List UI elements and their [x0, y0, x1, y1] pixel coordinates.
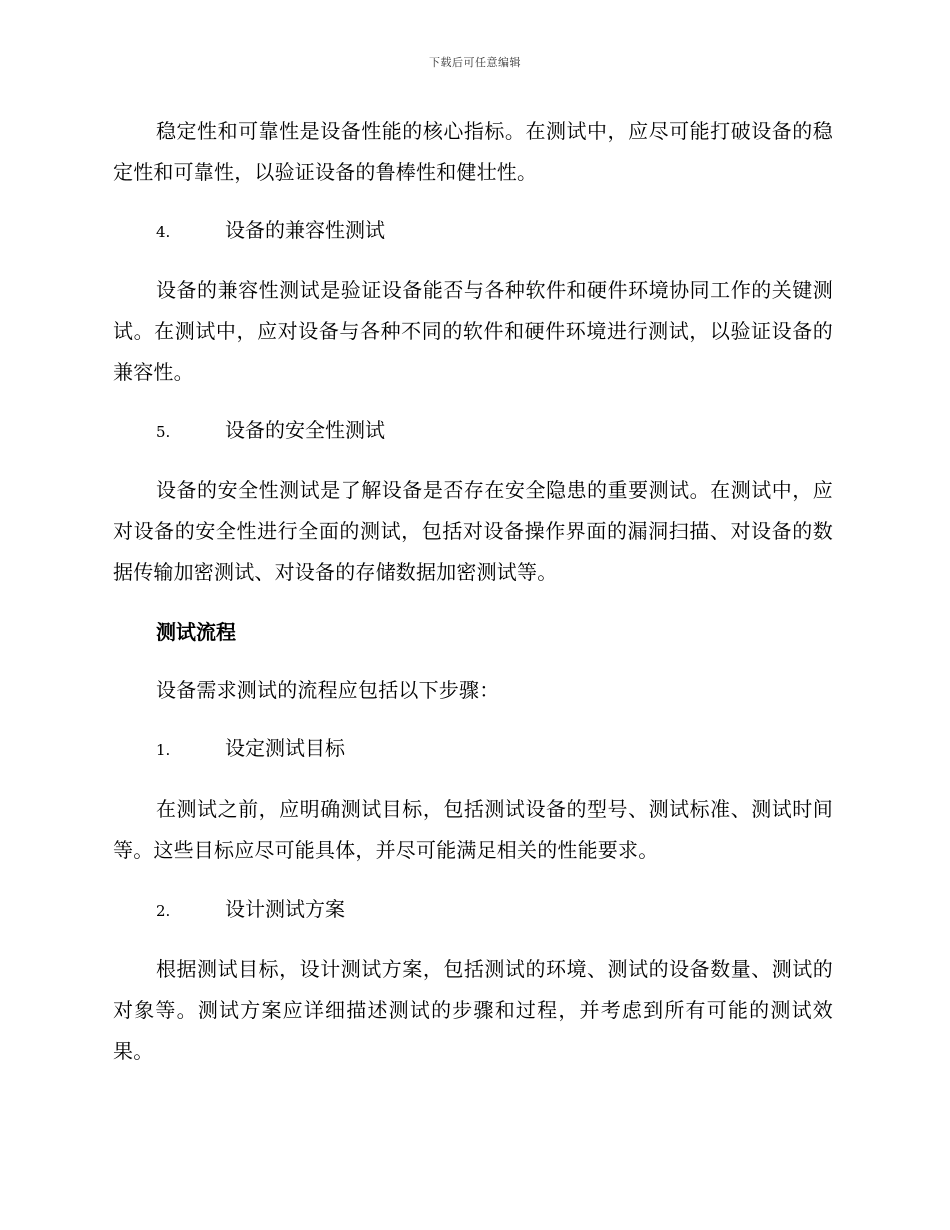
list-number: 4. — [156, 223, 171, 241]
paragraph-stability: 稳定性和可靠性是设备性能的核心指标。在测试中，应尽可能打破设备的稳定性和可靠性，以验证设备的鲁棒性和健壮性。 — [113, 119, 833, 184]
paragraph-set-goal: 在测试之前，应明确测试目标，包括测试设备的型号、测试标准、测试时间等。这些目标应尽可能具体，并尽可能满足相关的性能要求。 — [113, 797, 833, 862]
list-number: 2. — [156, 902, 171, 920]
list-number: 1. — [156, 741, 171, 759]
document-body — [113, 111, 833, 1092]
page-header: 下载后可任意编辑 — [429, 56, 521, 69]
section-heading-test-flow: 测试流程 — [156, 620, 236, 644]
paragraph-compatibility: 设备的兼容性测试是验证设备能否与各种软件和硬件环境协同工作的关键测试。在测试中，应对设备与各种不同的软件和硬件环境进行测试，以验证设备的兼容性。 — [113, 278, 833, 384]
list-item-title: 设定测试目标 — [225, 736, 345, 760]
paragraph-flow-intro: 设备需求测试的流程应包括以下步骤： — [156, 678, 500, 702]
paragraph-design-plan: 根据测试目标，设计测试方案，包括测试的环境、测试的设备数量、测试的对象等。测试方案应详细描述测试的步骤和过程，并考虑到所有可能的测试效果。 — [113, 957, 833, 1063]
list-item-security — [113, 410, 833, 453]
list-item-design-plan — [113, 889, 833, 932]
list-number: 5. — [156, 423, 171, 441]
list-item-title: 设计测试方案 — [225, 897, 345, 921]
list-item-compatibility — [113, 210, 833, 253]
paragraph-security: 设备的安全性测试是了解设备是否存在安全隐患的重要测试。在测试中，应对设备的安全性进行全面的测试，包括对设备操作界面的漏洞扫描、对设备的数据传输加密测试、对设备的存储数据加密测试等。 — [113, 478, 833, 584]
list-item-set-goal — [113, 728, 833, 771]
list-item-title: 设备的兼容性测试 — [225, 218, 385, 242]
list-item-title: 设备的安全性测试 — [225, 418, 385, 442]
